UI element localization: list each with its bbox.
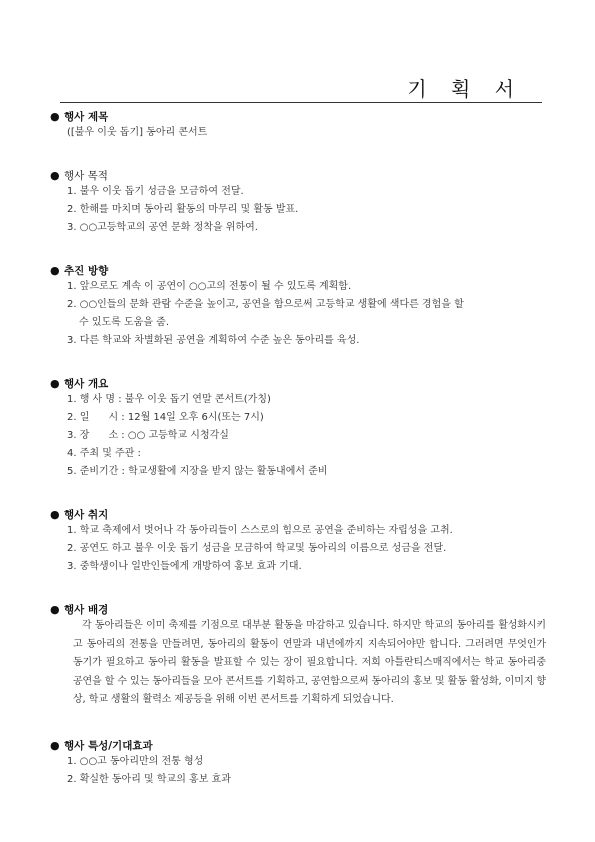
bullet-icon: ● — [50, 508, 60, 521]
section-heading — [50, 508, 550, 522]
title-divider — [60, 102, 542, 103]
section-heading-text: 행사 취지 — [64, 509, 109, 521]
section-heading — [50, 377, 550, 391]
section-heading — [50, 264, 550, 278]
list-item: 2. ○○인들의 문화 관람 수준을 높이고, 공연을 함으로써 고등학교 생활에 색다른 경험을 할 — [67, 299, 464, 310]
section-heading — [50, 169, 550, 183]
bullet-icon: ● — [50, 110, 60, 123]
document-title: 기 획 서 — [407, 77, 523, 101]
bullet-icon: ● — [50, 264, 60, 277]
list-item: 3. 다른 학교와 차별화된 공연을 계획하여 수준 높은 동아리를 육성. — [67, 335, 360, 346]
list-item: 1. 앞으로도 계속 이 공연이 ○○고의 전통이 될 수 있도록 계획함. — [67, 281, 352, 292]
list-item: 2. 확실한 동아리 및 학교의 홍보 효과 — [67, 773, 231, 785]
list-item: 1. 학교 축제에서 벗어나 각 동아리들이 스스로의 힘으로 공연을 준비하는 자립성을 고취. — [67, 525, 453, 536]
section-heading-text: 행사 제목 — [64, 111, 109, 123]
bullet-icon: ● — [50, 738, 60, 752]
list-item: 3. 중학생이나 일반인들에게 개방하여 홍보 효과 기대. — [67, 561, 302, 572]
section-heading-text: 행사 배경 — [64, 604, 109, 616]
list-item: 1. 행 사 명 : 불우 이웃 돕기 연말 콘서트(가칭) — [67, 394, 271, 405]
list-item-continued: 수 있도록 도움을 줌. — [79, 317, 169, 328]
section-direction — [50, 264, 550, 350]
list-item: 2. 일 시 : 12월 14일 오후 6시(또는 7시) — [67, 412, 264, 423]
list-item: 5. 준비기간 : 학교생활에 지장을 받지 않는 활동내에서 준비 — [67, 466, 328, 477]
section-heading-text: 행사 개요 — [64, 378, 109, 390]
bullet-icon: ● — [50, 603, 60, 616]
section-intent — [50, 508, 550, 576]
section-heading — [50, 110, 550, 124]
bullet-icon: ● — [50, 169, 60, 182]
section-background — [50, 603, 550, 710]
section-heading-text: 추진 방향 — [64, 265, 109, 277]
list-item: 3. 장 소 : ○○ 고등학교 시청각실 — [67, 430, 229, 441]
list-item: 3. ○○고등학교의 공연 문화 정착을 위하여. — [67, 222, 258, 233]
document-body — [50, 105, 550, 789]
section-heading — [50, 603, 550, 617]
list-item: 2. 한해를 마치며 동아리 활동의 마무리 및 활동 발표. — [67, 204, 299, 215]
section-event-title — [50, 110, 550, 142]
section-overview — [50, 377, 550, 481]
list-item: 1. 불우 이웃 돕기 성금을 모금하여 전달. — [67, 186, 244, 197]
background-paragraph: 각 동아리들은 이미 축제를 기점으로 대부분 활동을 마감하고 있습니다. 하지만 학교의 동아리를 활성화시키고 동아리의 전통을 만들려면, 동아리의 활동이 연말과 내년에까지 지속되어야만 합니다. 그러려면 무엇인가 동기가 필요하고 동아리 활동을 발표할 수 있는 장이 필요합니다. 저희 아틀란티스매직에서는 학교 동아리중 공연을 할 수 있는 동아리들을 모아 콘서트를 기획하고, 공연함으로써 동아리의 홍보 및 활동 활성화, 이미지 향상, 학교 생활의 활력소 제공등을 위해 이번 콘서트를 기획하게 되었습니다. — [73, 620, 546, 705]
section-event-purpose — [50, 169, 550, 237]
list-item: 4. 주최 및 주관 : — [67, 448, 141, 459]
list-item: 2. 공연도 하고 불우 이웃 돕기 성금을 모금하여 학교및 동아리의 이름으로 성금을 전달. — [67, 543, 447, 554]
section-heading-text: 행사 특성/기대효과 — [64, 739, 153, 752]
section-heading — [50, 739, 550, 753]
list-item: 1. ○○고 동아리만의 전통 형성 — [67, 755, 204, 767]
list-item: ([불우 이웃 돕기] 동아리 콘서트 — [67, 127, 208, 138]
bullet-icon: ● — [50, 377, 60, 390]
section-heading-text: 행사 목적 — [64, 170, 108, 182]
section-expected-effects — [50, 739, 550, 789]
